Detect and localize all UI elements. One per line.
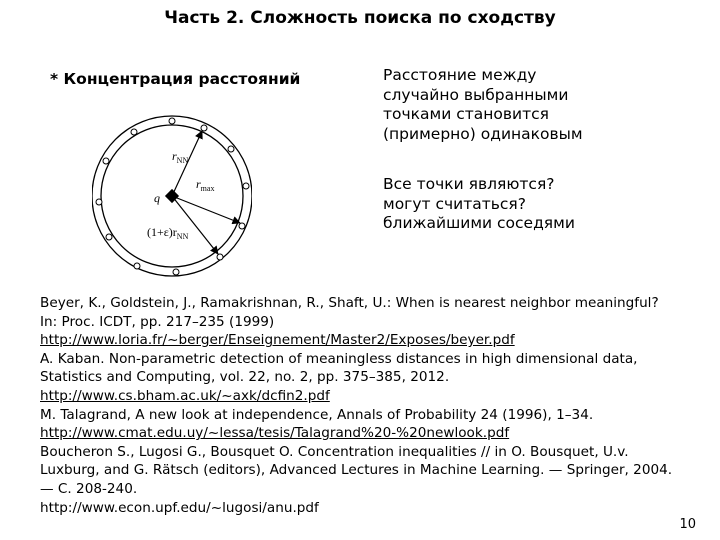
- references-list: [40, 294, 710, 517]
- section-subtitle: * Концентрация расстояний: [50, 70, 301, 88]
- data-point: [134, 263, 140, 269]
- distance-concentration-diagram: [92, 104, 252, 289]
- data-point: [243, 183, 249, 189]
- reference-line: M. Talagrand, A new look at independence, Annals of Probability 24 (1996), 1–34.: [40, 406, 594, 423]
- text-line: Расстояние между: [383, 66, 537, 84]
- data-point: [96, 199, 102, 205]
- reference-link-talagrand[interactable]: http://www.cmat.edu.uy/~lessa/tesis/Talagrand%20-%20newlook.pdf: [40, 425, 510, 442]
- reference-line: A. Kaban. Non-parametric detection of meaningless distances in high dimensional data,: [40, 350, 638, 367]
- rnn-label: $r_{NN}$: [172, 149, 189, 165]
- reference-line: In: Proc. ICDT, pp. 217–235 (1999): [40, 313, 275, 330]
- data-point: [106, 234, 112, 240]
- data-point: [169, 118, 175, 124]
- reference-link-kaban[interactable]: http://www.cs.bham.ac.uk/~axk/dcfin2.pdf: [40, 387, 330, 404]
- page-number: 10: [679, 517, 696, 532]
- data-point: [201, 125, 207, 131]
- reference-line: — С. 208-240.: [40, 480, 138, 497]
- data-point: [239, 223, 245, 229]
- slide-title: Часть 2. Сложность поиска по сходству: [164, 8, 556, 28]
- reference-line: Luxburg, and G. Rätsch (editors), Advanced Lectures in Machine Learning. — Springer, 2004.: [40, 462, 673, 479]
- text-line: могут считаться?: [383, 194, 526, 213]
- data-point: [103, 158, 109, 164]
- reference-line: Beyer, K., Goldstein, J., Ramakrishnan, R., Shaft, U.: When is nearest neighbor meaningful?: [40, 295, 659, 311]
- data-point: [228, 146, 234, 152]
- data-point: [173, 269, 179, 275]
- text-line: точками становится: [383, 105, 549, 123]
- data-point: [131, 129, 137, 135]
- eps-rnn-label: $(1+\varepsilon)r_{NN}$: [147, 225, 189, 241]
- reference-line: Statistics and Computing, vol. 22, no. 2, pp. 375–385, 2012.: [40, 369, 450, 386]
- neighbors-question: [383, 175, 575, 234]
- data-point: [217, 254, 223, 260]
- reference-line: Boucheron S., Lugosi G., Bousquet O. Concentration inequalities // in O. Bousquet, U.v.: [40, 443, 629, 460]
- text-line: ближайшими соседями: [383, 214, 575, 232]
- concentration-description: [383, 66, 583, 144]
- rmax-label: $r_{max}$: [196, 177, 215, 193]
- text-line: (примерно) одинаковым: [383, 124, 583, 143]
- query-point: [165, 189, 179, 203]
- text-line: случайно выбранными: [383, 85, 569, 104]
- text-line: Все точки являются?: [383, 175, 555, 193]
- query-label: q: [154, 191, 160, 205]
- reference-link-beyer[interactable]: http://www.loria.fr/~berger/Enseignement/Master2/Exposes/beyer.pdf: [40, 332, 515, 349]
- reference-url-lugosi: http://www.econ.upf.edu/~lugosi/anu.pdf: [40, 499, 319, 516]
